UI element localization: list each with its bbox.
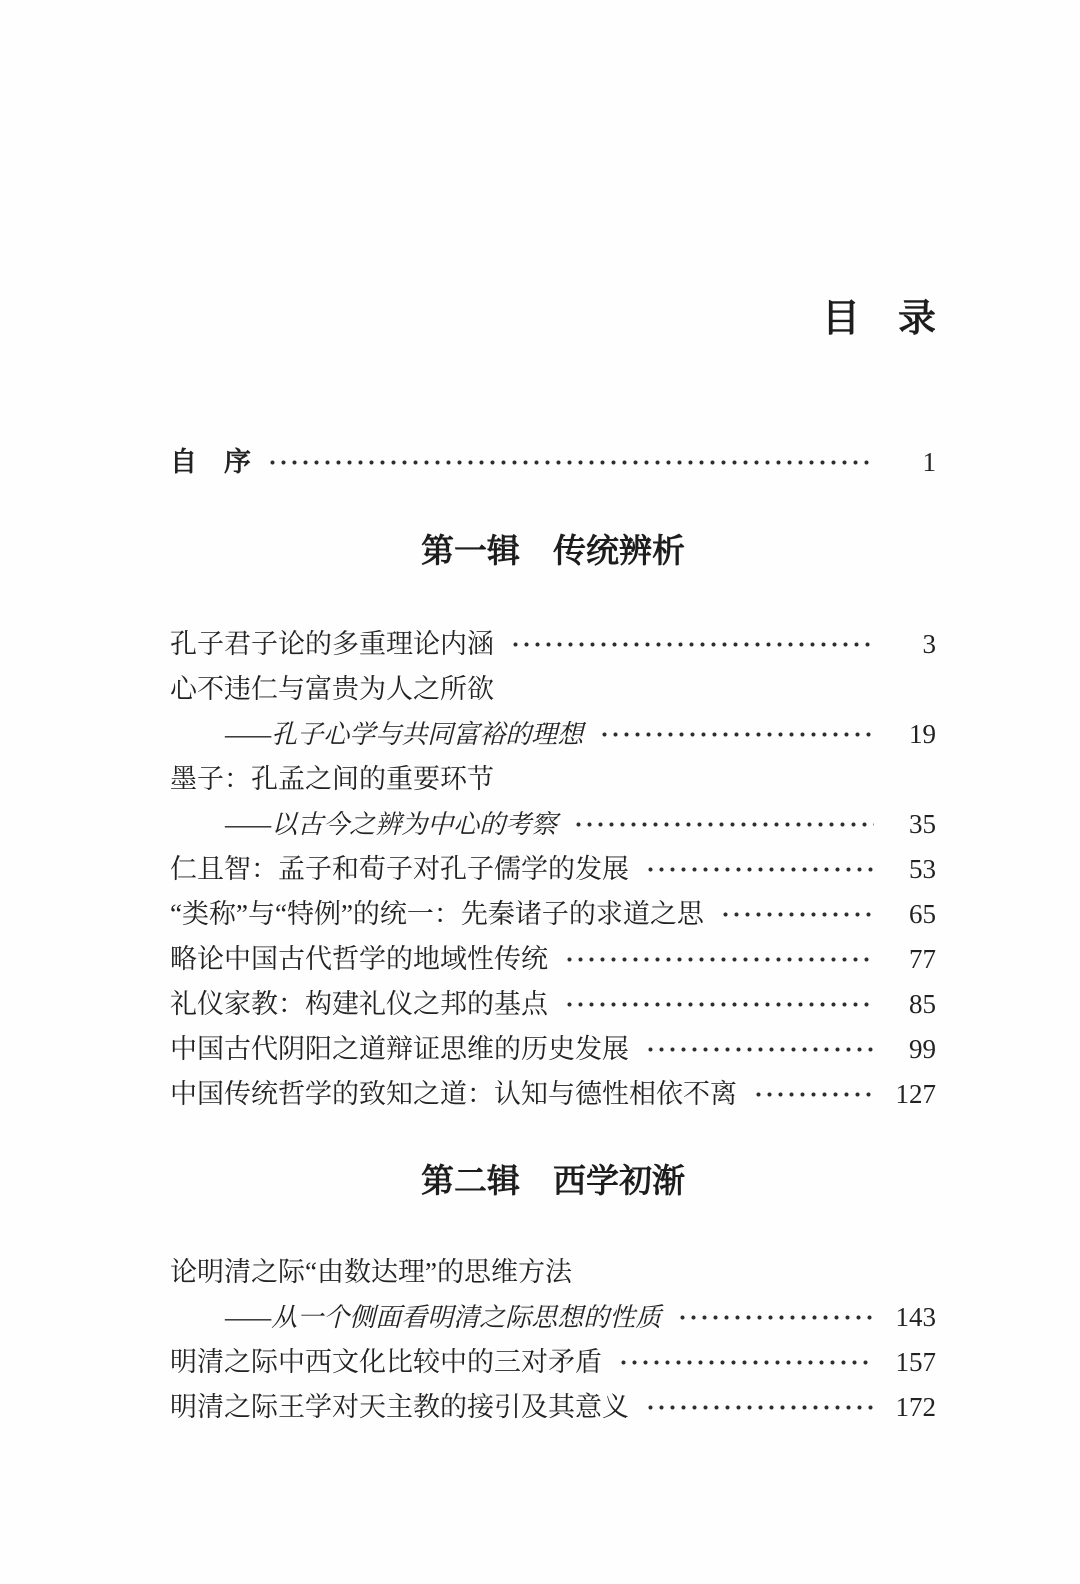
toc-entry (170, 1072, 936, 1117)
entry-title: 略论中国古代哲学的地域性传统 (170, 944, 548, 974)
toc-entry (170, 847, 936, 892)
toc-entry-subtitle (170, 712, 936, 757)
dot-leader (643, 847, 874, 892)
entry-title: 礼仪家教：构建礼仪之邦的基点 (170, 989, 548, 1019)
entry-title: 心不违仁与富贵为人之所欲 (170, 674, 494, 704)
toc-entry (170, 667, 936, 712)
toc-entry (170, 982, 936, 1027)
toc-content (170, 0, 936, 1430)
page-title: 目 录 (821, 298, 936, 340)
toc-entry (170, 1250, 936, 1295)
entry-subtitle: ——孔子心学与共同富裕的理想 (225, 720, 584, 749)
entry-page-number: 35 (909, 809, 936, 839)
entry-page-number: 172 (895, 1392, 936, 1422)
toc-entry-preface (170, 440, 936, 485)
toc-entry (170, 1385, 936, 1430)
toc-entry-subtitle (170, 1295, 936, 1340)
entry-title: 仁且智：孟子和荀子对孔子儒学的发展 (170, 854, 629, 884)
dot-leader (643, 1385, 874, 1430)
section-heading-2: 第二辑 西学初渐 (421, 1164, 685, 1200)
entry-page-number: 65 (909, 899, 936, 929)
dot-leader (265, 440, 874, 485)
toc-entry (170, 757, 936, 802)
entry-page-number: 19 (909, 719, 936, 749)
entry-title: 中国古代阴阳之道辩证思维的历史发展 (170, 1034, 629, 1064)
entry-title: 中国传统哲学的致知之道：认知与德性相依不离 (170, 1079, 737, 1109)
entry-title: “类称”与“特例”的统一：先秦诸子的求道之思 (170, 899, 704, 929)
dot-leader (616, 1340, 874, 1385)
entry-subtitle: ——以古今之辨为中心的考察 (225, 810, 558, 839)
dot-leader (597, 712, 874, 757)
entry-page-number: 53 (909, 854, 936, 884)
entry-page-number: 127 (895, 1079, 936, 1109)
entry-title: 墨子：孔孟之间的重要环节 (170, 764, 494, 794)
dot-leader (643, 1027, 874, 1072)
dot-leader (675, 1295, 874, 1340)
entry-page-number: 3 (922, 629, 936, 659)
entry-subtitle: ——从一个侧面看明清之际思想的性质 (225, 1303, 662, 1332)
section-heading-1: 第一辑 传统辨析 (421, 534, 685, 570)
section-2-entries (170, 1250, 936, 1430)
dot-leader (562, 937, 874, 982)
entry-title: 孔子君子论的多重理论内涵 (170, 629, 494, 659)
dot-leader (571, 802, 874, 847)
toc-entry (170, 937, 936, 982)
entry-title: 自 序 (170, 447, 251, 477)
toc-entry (170, 622, 936, 667)
entry-page-number: 85 (909, 989, 936, 1019)
entry-page-number: 143 (895, 1302, 936, 1332)
section-1-entries (170, 622, 936, 1117)
entry-title: 明清之际中西文化比较中的三对矛盾 (170, 1347, 602, 1377)
dot-leader (562, 982, 874, 1027)
entry-page-number: 1 (922, 447, 936, 477)
dot-leader (508, 622, 874, 667)
dot-leader (751, 1072, 874, 1117)
dot-leader (718, 892, 874, 937)
entry-page-number: 77 (909, 944, 936, 974)
entry-page-number: 99 (909, 1034, 936, 1064)
toc-entry (170, 1027, 936, 1072)
toc-entry-subtitle (170, 802, 936, 847)
toc-entry (170, 1340, 936, 1385)
entry-title: 明清之际王学对天主教的接引及其意义 (170, 1392, 629, 1422)
entry-title: 论明清之际“由数达理”的思维方法 (170, 1257, 572, 1287)
entry-page-number: 157 (895, 1347, 936, 1377)
toc-entry (170, 892, 936, 937)
